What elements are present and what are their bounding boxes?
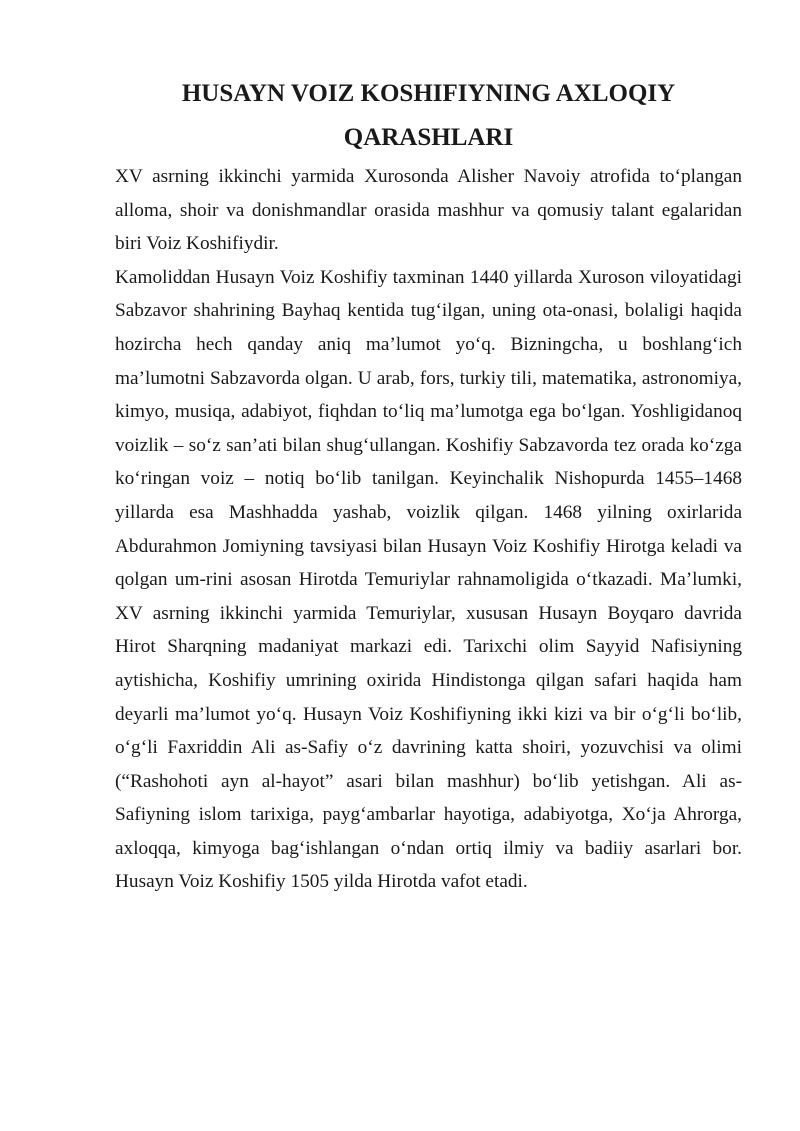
document-title: HUSAYN VOIZ KOSHIFIYNING AXLOQIY QARASHLARI xyxy=(181,80,676,151)
paragraph-intro: XV asrning ikkinchi yarmida Xurosonda Alisher Navoiy atrofida to‘plangan alloma, shoir va donishmandlar orasida mashhur va qomusiy talant egalaridan biri Voiz Koshifiydir. xyxy=(115,166,742,255)
paragraph-biography: Kamoliddan Husayn Voiz Koshifiy taxminan 1440 yillarda Xuroson viloyatidagi Sabzavor shahrining Bayhaq kentida tug‘ilgan, uning ota-onasi, bolaligi haqida hozircha hech qanday aniq ma’lumot yo‘q. Bizningcha, u boshlang‘ich ma’lumotni Sabzavorda olgan. U arab, fors, turkiy tili, matematika, astronomiya, kimyo, musiqa, adabiyot, fiqhdan to‘liq ma’lumotga ega bo‘lgan. Yoshligidanoq voizlik – so‘z san’ati bilan shug‘ullangan. Koshifiy Sabzavorda tez orada ko‘zga ko‘ringan voiz – notiq bo‘lib tanilgan. Keyinchalik Nishopurda 1455–1468 yillarda esa Mashhadda yashab, voizlik qilgan. 1468 yilning oxirlarida Abdurahmon Jomiyning tavsiyasi bilan Husayn Voiz Koshifiy Hirotga keladi va qolgan um-rini asosan Hirotda Temuriylar rahnamoligida o‘tkazadi. Ma’lumki, XV asrning ikkinchi yarmida Temuriylar, xususan Husayn Boyqaro davrida Hirot Sharqning madaniyat markazi edi. Tarixchi olim Sayyid Nafisiyning aytishicha, Koshifiy umrining oxirida Hindistonga qilgan safari haqida ham deyarli ma’lumot yo‘q. Husayn Voiz Koshifiyning ikki kizi va bir o‘g‘li bo‘lib, o‘g‘li Faxriddin Ali as-Safiy o‘z davrining katta shoiri, yozuvchisi va olimi (“Rashohoti ayn al-hayot” asari bilan mashhur) bo‘lib yetishgan. Ali as-Safiyning islom tarixiga, payg‘ambarlar hayotiga, adabiyotga, Xo‘ja Ahrorga, axloqqa, kimyoga bag‘ishlangan o‘ndan ortiq ilmiy va badiiy asarlari bor. Husayn Voiz Koshifiy 1505 yilda Hirotda vafot etadi. xyxy=(115,266,742,893)
document-page xyxy=(115,68,742,899)
